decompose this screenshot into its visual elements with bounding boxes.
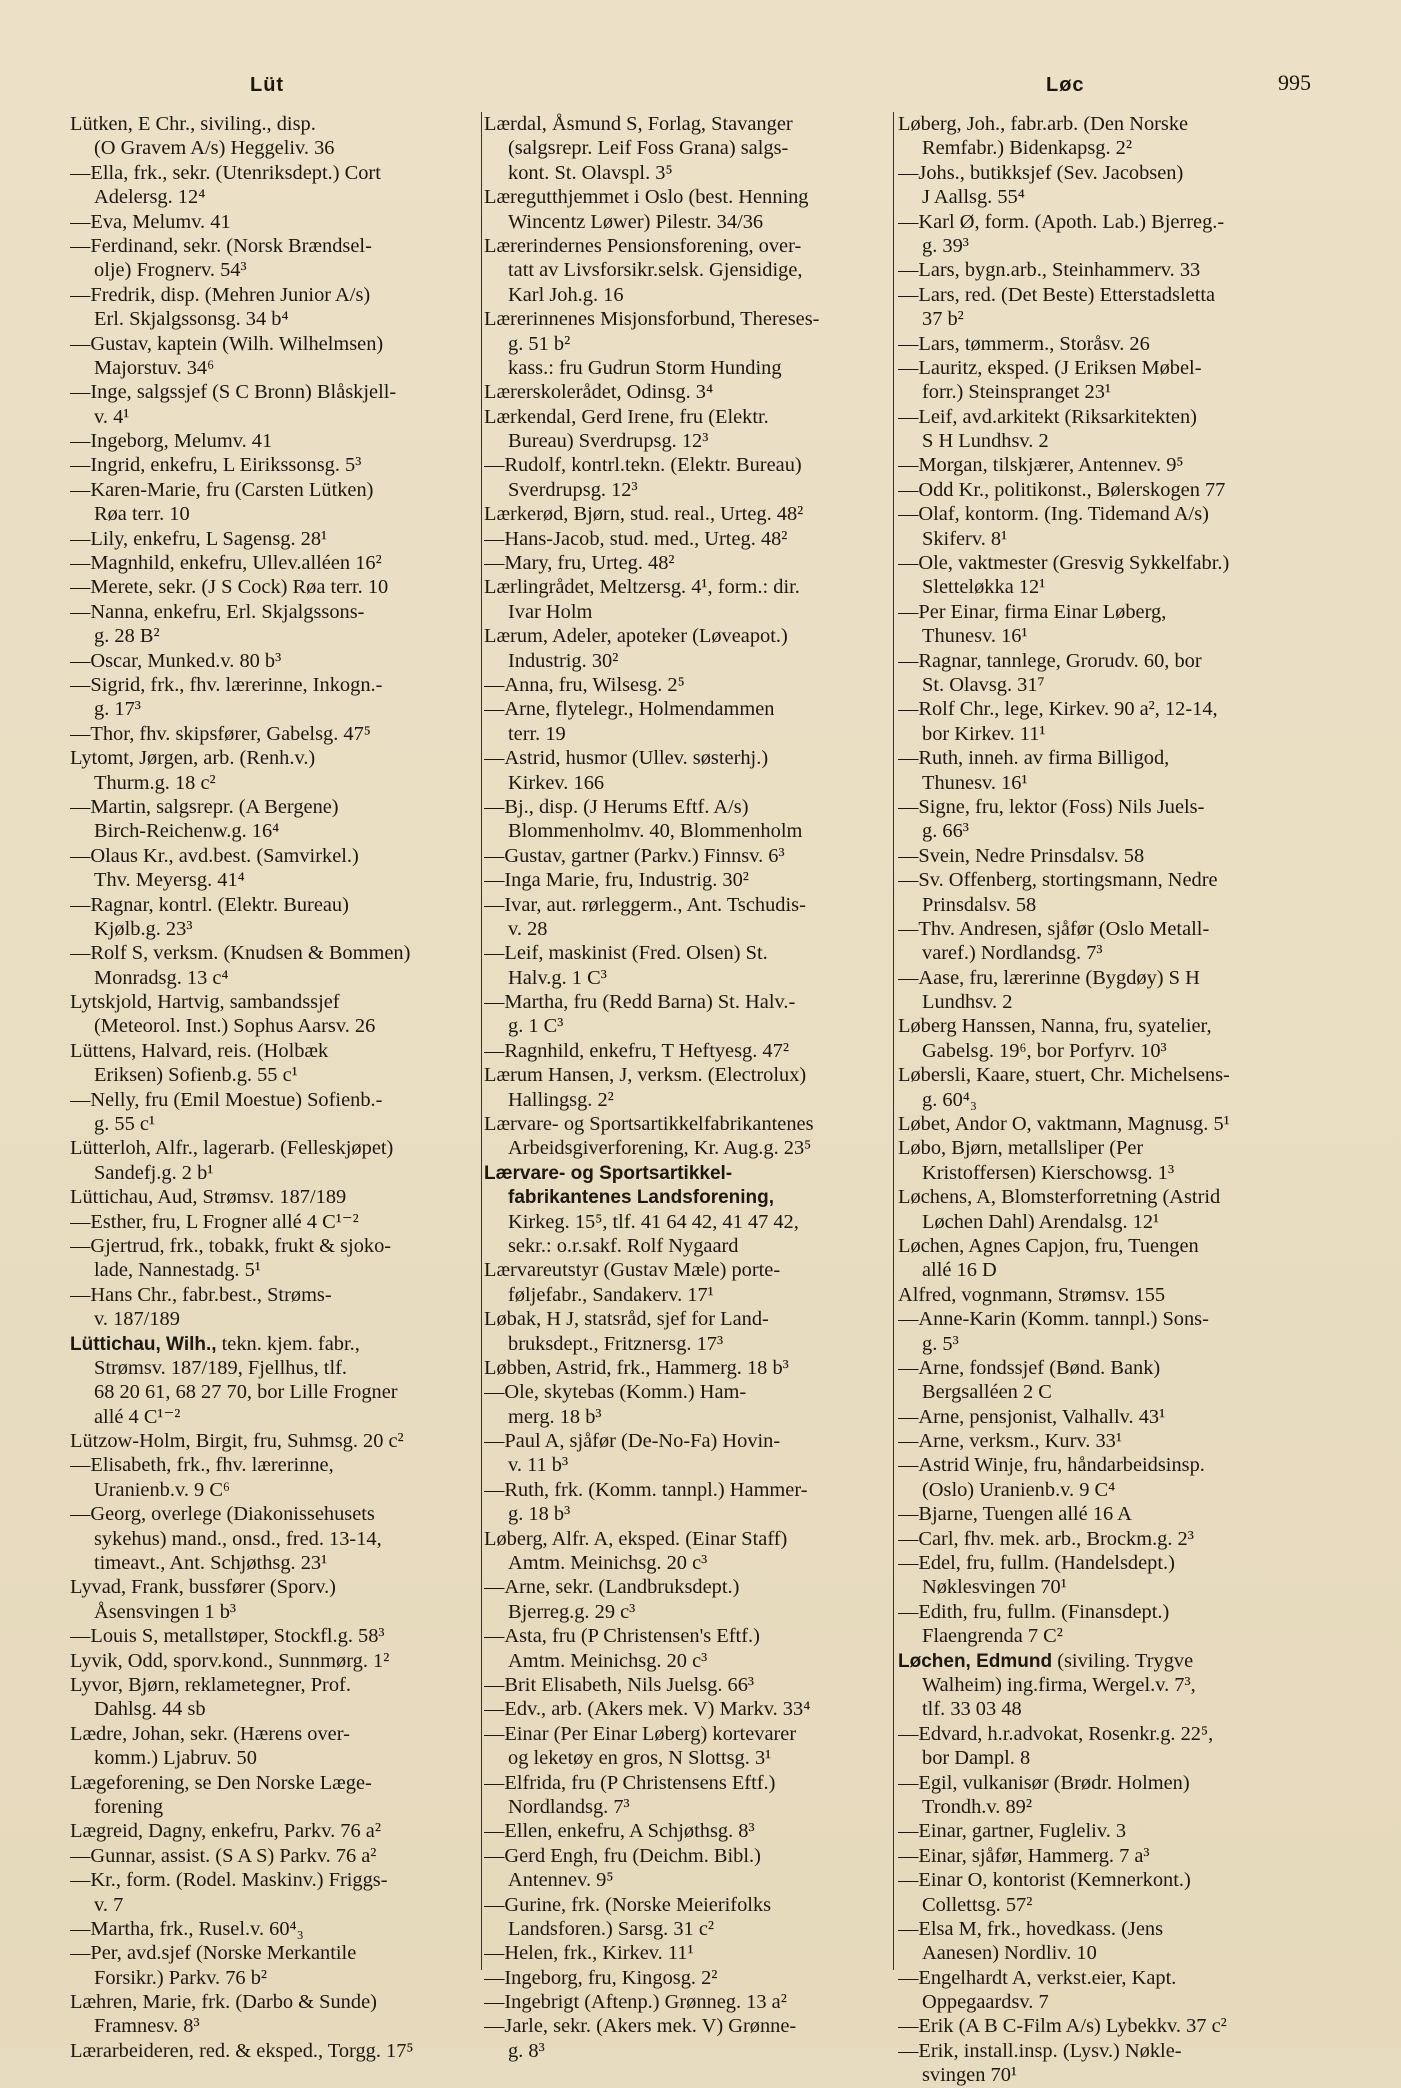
- directory-line: —Einar (Per Einar Løberg) kortevarer: [484, 1722, 797, 1745]
- directory-line: Røa terr. 10: [94, 503, 190, 526]
- directory-line: —Per Einar, firma Einar Løberg,: [898, 600, 1167, 623]
- directory-line: Lyvik, Odd, sporv.kond., Sunnmørg. 1²: [70, 1649, 390, 1672]
- directory-line: Bureau) Sverdrupsg. 12³: [508, 430, 709, 453]
- directory-line: (Meteorol. Inst.) Sophus Aarsv. 26: [94, 1015, 376, 1038]
- directory-line: Sletteløkka 12¹: [922, 576, 1046, 599]
- directory-line: Lærkendal, Gerd Irene, fru (Elektr.: [484, 405, 769, 428]
- directory-line: —Rudolf, kontrl.tekn. (Elektr. Bureau): [484, 454, 802, 477]
- directory-line: føljefabr., Sandakerv. 17¹: [508, 1283, 714, 1306]
- directory-line: Læregutthjemmet i Oslo (best. Henning: [484, 186, 809, 209]
- directory-line: Birch-Reichenw.g. 16⁴: [94, 820, 280, 843]
- directory-line: Arbeidsgiverforening, Kr. Aug.g. 23⁵: [508, 1137, 812, 1160]
- directory-line: Kirkev. 166: [508, 771, 605, 794]
- directory-line: Amtm. Meinichsg. 20 c³: [508, 1649, 708, 1672]
- directory-line: Remfabr.) Bidenkapsg. 2²: [922, 137, 1132, 160]
- directory-line: Adelersg. 12⁴: [94, 186, 206, 209]
- directory-line: —Thv. Andresen, sjåfør (Oslo Metall-: [898, 917, 1210, 940]
- directory-line: Kristoffersen) Kierschowsg. 1³: [922, 1161, 1175, 1184]
- directory-line: —Ella, frk., sekr. (Utenriksdept.) Cort: [70, 161, 381, 184]
- directory-line: Oppegaardsv. 7: [922, 1991, 1049, 2014]
- directory-line: —Arne, sekr. (Landbruksdept.): [484, 1576, 740, 1599]
- directory-line: —Ingeborg, fru, Kingosg. 2²: [484, 1966, 718, 1989]
- directory-line: —Signe, fru, lektor (Foss) Nils Juels-: [898, 795, 1205, 818]
- bold-entry-name: Lærvare- og Sportsartikkel-: [484, 1162, 733, 1184]
- directory-line: Amtm. Meinichsg. 20 c³: [508, 1552, 708, 1575]
- directory-line: —Esther, fru, L Frogner allé 4 C¹⁻²: [70, 1210, 359, 1233]
- directory-line: —Arne, pensjonist, Valhallv. 43¹: [898, 1405, 1166, 1428]
- directory-line: allé 4 C¹⁻²: [94, 1405, 181, 1428]
- directory-line: komm.) Ljabruv. 50: [94, 1747, 257, 1770]
- directory-line: Nordlandsg. 7³: [508, 1795, 630, 1818]
- directory-line: —Gjertrud, frk., tobakk, frukt & sjoko-: [70, 1234, 392, 1257]
- directory-line: g. 17³: [94, 698, 141, 721]
- directory-line: —Svein, Nedre Prinsdalsv. 58: [898, 844, 1145, 867]
- directory-line: g. 5³: [922, 1332, 959, 1355]
- directory-line: —Lauritz, eksped. (J Eriksen Møbel-: [898, 356, 1202, 379]
- directory-line: —Martha, frk., Rusel.v. 60⁴₃: [70, 1917, 304, 1940]
- directory-line: Lærum Hansen, J, verksm. (Electrolux): [484, 1064, 807, 1087]
- directory-line: —Ragnhild, enkefru, T Heftyesg. 47²: [484, 1039, 789, 1062]
- directory-line: —Hans-Jacob, stud. med., Urteg. 48²: [484, 527, 788, 550]
- directory-line: —Helen, frk., Kirkev. 11¹: [484, 1942, 694, 1965]
- directory-line: Lütterloh, Alfr., lagerarb. (Felleskjøpet): [70, 1137, 394, 1160]
- directory-line: Bergsalléen 2 C: [922, 1381, 1052, 1404]
- directory-line: —Lily, enkefru, L Sagensg. 28¹: [70, 527, 328, 550]
- directory-line: —Edv., arb. (Akers mek. V) Markv. 33⁴: [484, 1698, 811, 1721]
- directory-line: Ivar Holm: [508, 600, 593, 623]
- directory-line: Løbak, H J, statsråd, sjef for Land-: [484, 1308, 769, 1331]
- directory-line: varef.) Nordlandsg. 7³: [922, 942, 1103, 965]
- directory-line: —Martha, fru (Redd Barna) St. Halv.-: [484, 991, 796, 1014]
- directory-line: Kirkeg. 15⁵, tlf. 41 64 42, 41 47 42,: [508, 1210, 799, 1233]
- directory-line: —Georg, overlege (Diakonissehusets: [70, 1503, 375, 1526]
- directory-line: Thunesv. 16¹: [922, 771, 1028, 794]
- directory-line: Åsensvingen 1 b³: [94, 1600, 237, 1623]
- directory-line: 37 b²: [922, 308, 964, 331]
- directory-line: —Ragnar, kontrl. (Elektr. Bureau): [70, 893, 349, 916]
- directory-line: g. 18 b³: [508, 1503, 571, 1526]
- directory-line: —Arne, fondssjef (Bønd. Bank): [898, 1356, 1161, 1379]
- directory-line: Karl Joh.g. 16: [508, 283, 624, 306]
- directory-line: —Leif, maskinist (Fred. Olsen) St.: [484, 942, 768, 965]
- directory-line: Prinsdalsv. 58: [922, 893, 1037, 916]
- directory-line: Lærum, Adeler, apoteker (Løveapot.): [484, 625, 788, 648]
- entry-rest: tekn. kjem. fabr.,: [216, 1332, 360, 1355]
- directory-line: —Astrid, husmor (Ullev. søsterhj.): [484, 747, 769, 770]
- directory-line: Sandefj.g. 2 b¹: [94, 1161, 214, 1184]
- directory-line: g. 60⁴₃: [922, 1088, 977, 1111]
- directory-line: bor Kirkev. 11¹: [922, 722, 1046, 745]
- directory-line: v. 7: [94, 1893, 124, 1916]
- directory-line: (O Gravem A/s) Heggeliv. 36: [94, 137, 335, 160]
- directory-line: —Gunnar, assist. (S A S) Parkv. 76 a²: [70, 1844, 377, 1867]
- bold-entry-name: fabrikantenes Landsforening,: [508, 1187, 775, 1209]
- directory-line: Thv. Meyersg. 41⁴: [94, 869, 245, 892]
- directory-line: Lærerindernes Pensionsforening, over-: [484, 234, 802, 257]
- directory-line: 68 20 61, 68 27 70, bor Lille Frogner: [94, 1381, 398, 1404]
- directory-line: Læhren, Marie, frk. (Darbo & Sunde): [70, 1991, 377, 2014]
- directory-line: —Bjarne, Tuengen allé 16 A: [898, 1503, 1132, 1526]
- directory-line: Lyvor, Bjørn, reklametegner, Prof.: [70, 1674, 351, 1696]
- directory-line: forening: [94, 1795, 164, 1818]
- directory-line: —Edel, fru, fullm. (Handelsdept.): [898, 1552, 1175, 1575]
- directory-line: bruksdept., Fritznersg. 17³: [508, 1332, 724, 1355]
- directory-line: Lærdal, Åsmund S, Forlag, Stavanger: [484, 113, 793, 135]
- directory-line: —Arne, flytelegr., Holmendammen: [484, 698, 775, 721]
- directory-line: Lütken, E Chr., siviling., disp.: [70, 113, 316, 135]
- directory-line: v. 11 b³: [508, 1454, 569, 1477]
- directory-line: Lüttichau, Aud, Strømsv. 187/189: [70, 1186, 347, 1209]
- column-divider: [893, 112, 894, 1970]
- directory-line: St. Olavsg. 31⁷: [922, 673, 1045, 696]
- directory-line: —Oscar, Munked.v. 80 b³: [70, 649, 282, 672]
- directory-line: Framnesv. 8³: [94, 2015, 200, 2038]
- directory-line: Thunesv. 16¹: [922, 625, 1028, 648]
- directory-line: —Leif, avd.arkitekt (Riksarkitekten): [898, 405, 1197, 428]
- directory-line: [484, 1185, 892, 1209]
- directory-line: —Ruth, frk. (Komm. tannpl.) Hammer-: [484, 1478, 808, 1501]
- directory-line: —Martin, salgsrepr. (A Bergene): [70, 795, 339, 818]
- directory-line: g. 8³: [508, 2039, 545, 2062]
- directory-line: —Hans Chr., fabr.best., Strøms-: [70, 1283, 332, 1306]
- directory-line: v. 4¹: [94, 405, 130, 428]
- directory-line: —Per, avd.sjef (Norske Merkantile: [70, 1942, 357, 1965]
- directory-line: Skiferv. 8¹: [922, 527, 1008, 550]
- directory-line: Trondh.v. 89²: [922, 1795, 1032, 1818]
- directory-line: —Merete, sekr. (J S Cock) Røa terr. 10: [70, 576, 389, 599]
- directory-line: —Odd Kr., politikonst., Bølerskogen 77: [898, 478, 1226, 501]
- directory-line: olje) Frognerv. 54³: [94, 259, 247, 282]
- directory-line: Forsikr.) Parkv. 76 b²: [94, 1966, 268, 1989]
- directory-line: —Lars, bygn.arb., Steinhammerv. 33: [898, 259, 1201, 282]
- directory-line: —Kr., form. (Rodel. Maskinv.) Friggs-: [70, 1869, 388, 1892]
- directory-line: —Edvard, h.r.advokat, Rosenkr.g. 22⁵,: [898, 1722, 1214, 1745]
- directory-line: Lützow-Holm, Birgit, fru, Suhmsg. 20 c²: [70, 1430, 404, 1453]
- directory-line: lade, Nannestadg. 5¹: [94, 1259, 261, 1282]
- directory-line: Løchens, A, Blomsterforretning (Astrid: [898, 1186, 1221, 1209]
- directory-line: Lærvare- og Sportsartikkelfabrikantenes: [484, 1113, 814, 1136]
- directory-line: —Magnhild, enkefru, Ullev.alléen 16²: [70, 552, 382, 575]
- directory-line: —Sv. Offenberg, stortingsmann, Nedre: [898, 869, 1218, 892]
- directory-line: tlf. 33 03 48: [922, 1698, 1022, 1721]
- directory-line: —Elisabeth, frk., fhv. lærerinne,: [70, 1454, 334, 1477]
- directory-line: —Morgan, tilskjærer, Antennev. 9⁵: [898, 454, 1184, 477]
- directory-line: —Elfrida, fru (P Christensens Eftf.): [484, 1771, 776, 1794]
- directory-line: Løberg, Alfr. A, eksped. (Einar Staff): [484, 1527, 788, 1550]
- directory-line: —Johs., butikksjef (Sev. Jacobsen): [898, 161, 1184, 184]
- directory-line: Løbben, Astrid, frk., Hammerg. 18 b³: [484, 1356, 789, 1379]
- bold-entry-name: Lüttichau, Wilh.,: [70, 1333, 217, 1355]
- directory-line: Løbo, Bjørn, metallsliper (Per: [898, 1137, 1144, 1160]
- directory-line: svingen 70¹: [922, 2064, 1018, 2087]
- directory-line: —Ole, skytebas (Komm.) Ham-: [484, 1381, 747, 1404]
- directory-line: Lægreid, Dagny, enkefru, Parkv. 76 a²: [70, 1820, 381, 1843]
- bold-entry-name: Løchen, Edmund: [898, 1650, 1053, 1672]
- directory-line: Lærerskolerådet, Odinsg. 3⁴: [484, 381, 714, 404]
- directory-line: —Jarle, sekr. (Akers mek. V) Grønne-: [484, 2015, 797, 2038]
- directory-line: —Ingrid, enkefru, L Eirikssonsg. 5³: [70, 454, 362, 477]
- directory-line: Dahlsg. 44 sb: [94, 1698, 206, 1721]
- directory-line: g. 39³: [922, 234, 969, 257]
- directory-line: Alfred, vognmann, Strømsv. 155: [898, 1283, 1166, 1306]
- directory-line: sykehus) mand., onsd., fred. 13-14,: [94, 1527, 382, 1550]
- directory-line: —Astrid Winje, fru, håndarbeidsinsp.: [898, 1454, 1205, 1477]
- directory-line: —Gustav, kaptein (Wilh. Wilhelmsen): [70, 332, 384, 355]
- directory-line: —Gustav, gartner (Parkv.) Finnsv. 6³: [484, 844, 785, 867]
- directory-line: Lundhsv. 2: [922, 991, 1013, 1014]
- directory-line: g. 66³: [922, 820, 969, 843]
- directory-line: terr. 19: [508, 722, 566, 745]
- directory-line: [898, 1649, 1308, 1673]
- directory-line: —Einar O, kontorist (Kemnerkont.): [898, 1869, 1191, 1892]
- directory-line: Wincentz Løwer) Pilestr. 34/36: [508, 210, 764, 233]
- directory-line: —Anne-Karin (Komm. tannpl.) Sons-: [898, 1308, 1209, 1331]
- directory-line: Hallingsg. 2²: [508, 1088, 614, 1111]
- directory-line: Lærerinnenes Misjonsforbund, Thereses-: [484, 308, 820, 331]
- directory-line: Løchen Dahl) Arendalsg. 12¹: [922, 1210, 1160, 1233]
- directory-line: v. 28: [508, 917, 548, 940]
- directory-line: —Fredrik, disp. (Mehren Junior A/s): [70, 283, 371, 306]
- directory-line: Lædre, Johan, sekr. (Hærens over-: [70, 1722, 350, 1745]
- directory-line: Thurm.g. 18 c²: [94, 771, 216, 794]
- directory-line: —Gerd Engh, fru (Deichm. Bibl.): [484, 1844, 761, 1867]
- directory-line: Bjerreg.g. 29 c³: [508, 1600, 636, 1623]
- directory-line: Flaengrenda 7 C²: [922, 1625, 1063, 1648]
- directory-line: —Bj., disp. (J Herums Eftf. A/s): [484, 795, 749, 818]
- directory-line: —Thor, fhv. skipsfører, Gabelsg. 47⁵: [70, 722, 371, 745]
- directory-line: allé 16 D: [922, 1259, 997, 1282]
- directory-line: Halv.g. 1 C³: [508, 966, 607, 989]
- directory-line: Løberg Hanssen, Nanna, fru, syatelier,: [898, 1015, 1212, 1038]
- directory-line: —Lars, tømmerm., Storåsv. 26: [898, 332, 1150, 355]
- directory-line: —Ferdinand, sekr. (Norsk Brændsel-: [70, 234, 372, 257]
- directory-line: —Einar, gartner, Fugleliv. 3: [898, 1820, 1127, 1843]
- directory-line: Lærkerød, Bjørn, stud. real., Urteg. 48²: [484, 503, 804, 526]
- directory-line: —Nanna, enkefru, Erl. Skjalgssons-: [70, 600, 365, 623]
- directory-line: Lüttens, Halvard, reis. (Holbæk: [70, 1039, 329, 1062]
- directory-line: —Gurine, frk. (Norske Meierifolks: [484, 1893, 772, 1916]
- directory-line: g. 1 C³: [508, 1015, 564, 1038]
- directory-line: g. 28 B²: [94, 625, 160, 648]
- directory-line: forr.) Steinspranget 23¹: [922, 381, 1112, 404]
- directory-line: —Arne, verksm., Kurv. 33¹: [898, 1430, 1122, 1453]
- directory-line: Gabelsg. 19⁶, bor Porfyrv. 10³: [922, 1039, 1167, 1062]
- directory-line: (salgsrepr. Leif Foss Grana) salgs-: [508, 137, 789, 160]
- directory-line: sekr.: o.r.sakf. Rolf Nygaard: [508, 1234, 739, 1257]
- directory-line: Kjølb.g. 23³: [94, 917, 193, 940]
- directory-line: timeavt., Ant. Schjøthsg. 23¹: [94, 1552, 328, 1575]
- directory-line: Løberg, Joh., fabr.arb. (Den Norske: [898, 113, 1189, 135]
- directory-line: Erl. Skjalgssonsg. 34 b⁴: [94, 308, 289, 331]
- directory-line: —Eva, Melumv. 41: [70, 210, 231, 233]
- directory-line: Lægeforening, se Den Norske Læge-: [70, 1771, 372, 1794]
- directory-line: —Ingeborg, Melumv. 41: [70, 430, 273, 453]
- directory-line: —Ruth, inneh. av firma Billigod,: [898, 747, 1170, 770]
- column-divider: [481, 112, 482, 1970]
- directory-line: Lærlingrådet, Meltzersg. 4¹, form.: dir.: [484, 576, 800, 599]
- column-2: [484, 112, 892, 2063]
- directory-line: v. 187/189: [94, 1308, 180, 1331]
- directory-line: —Mary, fru, Urteg. 48²: [484, 552, 675, 575]
- directory-line: —Louis S, metallstøper, Stockfl.g. 58³: [70, 1625, 385, 1648]
- directory-line: —Ragnar, tannlege, Grorudv. 60, bor: [898, 649, 1202, 672]
- directory-line: g. 51 b²: [508, 332, 571, 355]
- directory-line: Nøklesvingen 70¹: [922, 1576, 1067, 1599]
- directory-line: —Engelhardt A, verkst.eier, Kapt.: [898, 1966, 1177, 1989]
- directory-line: —Einar, sjåfør, Hammerg. 7 a³: [898, 1844, 1150, 1867]
- directory-line: og leketøy en gros, N Slottsg. 3¹: [508, 1747, 772, 1770]
- directory-line: Majorstuv. 34⁶: [94, 356, 215, 379]
- directory-line: kont. St. Olavspl. 3⁵: [508, 161, 673, 184]
- directory-line: —Anna, fru, Wilsesg. 2⁵: [484, 673, 685, 696]
- directory-line: Monradsg. 13 c⁴: [94, 966, 229, 989]
- directory-line: [484, 1161, 892, 1185]
- directory-line: Løbet, Andor O, vaktmann, Magnusg. 5¹: [898, 1113, 1230, 1136]
- directory-line: Lytomt, Jørgen, arb. (Renh.v.): [70, 747, 316, 770]
- directory-line: g. 55 c¹: [94, 1113, 156, 1136]
- directory-line: Lytskjold, Hartvig, sambandssjef: [70, 991, 340, 1014]
- directory-line: —Carl, fhv. mek. arb., Brockm.g. 2³: [898, 1527, 1194, 1550]
- directory-line: Eriksen) Sofienb.g. 55 c¹: [94, 1064, 298, 1087]
- directory-line: merg. 18 b³: [508, 1405, 602, 1428]
- directory-line: —Inge, salgssjef (S C Bronn) Blåskjell-: [70, 381, 397, 404]
- column-1: [70, 112, 480, 2063]
- directory-line: —Elsa M, frk., hovedkass. (Jens: [898, 1917, 1164, 1940]
- directory-line: bor Dampl. 8: [922, 1747, 1031, 1770]
- directory-line: —Olaus Kr., avd.best. (Samvirkel.): [70, 844, 359, 867]
- directory-line: —Nelly, fru (Emil Moestue) Sofienb.-: [70, 1088, 383, 1111]
- directory-line: —Brit Elisabeth, Nils Juelsg. 66³: [484, 1674, 755, 1696]
- directory-line: Walheim) ing.firma, Wergel.v. 7³,: [922, 1674, 1196, 1696]
- directory-line: Strømsv. 187/189, Fjellhus, tlf.: [94, 1356, 348, 1379]
- directory-line: —Ellen, enkefru, A Schjøthsg. 8³: [484, 1820, 755, 1843]
- directory-line: —Edith, fru, fullm. (Finansdept.): [898, 1600, 1170, 1623]
- directory-line: —Erik (A B C-Film A/s) Lybekkv. 37 c²: [898, 2015, 1227, 2038]
- entry-rest: (siviling. Trygve: [1052, 1649, 1194, 1672]
- directory-line: —Rolf S, verksm. (Knudsen & Bommen): [70, 942, 411, 965]
- column-3: [898, 112, 1308, 2088]
- running-head-right: Løc: [1046, 74, 1085, 96]
- directory-line: Løbersli, Kaare, stuert, Chr. Michelsens-: [898, 1064, 1230, 1087]
- directory-line: Uranienb.v. 9 C⁶: [94, 1478, 231, 1501]
- directory-line: —Asta, fru (P Christensen's Eftf.): [484, 1625, 760, 1648]
- directory-line: (Oslo) Uranienb.v. 9 C⁴: [922, 1478, 1116, 1501]
- directory-line: —Ivar, aut. rørleggerm., Ant. Tschudis-: [484, 893, 806, 916]
- directory-line: Antennev. 9⁵: [508, 1869, 614, 1892]
- directory-line: J Aallsg. 55⁴: [922, 186, 1025, 209]
- directory-line: —Olaf, kontorm. (Ing. Tidemand A/s): [898, 503, 1209, 526]
- page-number: 995: [1278, 70, 1311, 95]
- directory-line: Lærvareutstyr (Gustav Mæle) porte-: [484, 1259, 781, 1282]
- directory-line: —Lars, red. (Det Beste) Etterstadsletta: [898, 283, 1216, 306]
- running-head-left: Lüt: [250, 74, 285, 96]
- directory-line: Collettsg. 57²: [922, 1893, 1033, 1916]
- directory-line: —Aase, fru, lærerinne (Bygdøy) S H: [898, 966, 1200, 989]
- directory-line: kass.: fru Gudrun Storm Hunding: [508, 356, 782, 379]
- directory-line: —Ole, vaktmester (Gresvig Sykkelfabr.): [898, 552, 1230, 575]
- directory-line: Lyvad, Frank, bussfører (Sporv.): [70, 1576, 336, 1599]
- directory-line: Lærarbeideren, red. & eksped., Torgg. 17⁵: [70, 2039, 414, 2062]
- directory-line: —Egil, vulkanisør (Brødr. Holmen): [898, 1771, 1190, 1794]
- directory-line: —Erik, install.insp. (Lysv.) Nøkle-: [898, 2039, 1182, 2062]
- directory-line: [70, 1332, 480, 1356]
- directory-line: —Ingebrigt (Aftenp.) Grønneg. 13 a²: [484, 1991, 787, 2014]
- directory-line: —Rolf Chr., lege, Kirkev. 90 a², 12-14,: [898, 698, 1218, 721]
- directory-line: —Inga Marie, fru, Industrig. 30²: [484, 869, 749, 892]
- directory-line: —Paul A, sjåfør (De-No-Fa) Hovin-: [484, 1430, 781, 1453]
- directory-line: —Karl Ø, form. (Apoth. Lab.) Bjerreg.-: [898, 210, 1225, 233]
- directory-line: Løchen, Agnes Capjon, fru, Tuengen: [898, 1234, 1199, 1257]
- directory-line: —Karen-Marie, fru (Carsten Lütken): [70, 478, 374, 501]
- directory-line: Blommenholmv. 40, Blommenholm: [508, 820, 803, 843]
- directory-line: Sverdrupsg. 12³: [508, 478, 638, 501]
- directory-line: Landsforen.) Sarsg. 31 c²: [508, 1917, 714, 1940]
- directory-line: Aanesen) Nordliv. 10: [922, 1942, 1097, 1965]
- directory-line: S H Lundhsv. 2: [922, 430, 1049, 453]
- directory-line: —Sigrid, frk., fhv. lærerinne, Inkogn.-: [70, 673, 383, 696]
- directory-line: tatt av Livsforsikr.selsk. Gjensidige,: [508, 259, 803, 282]
- directory-line: Industrig. 30²: [508, 649, 619, 672]
